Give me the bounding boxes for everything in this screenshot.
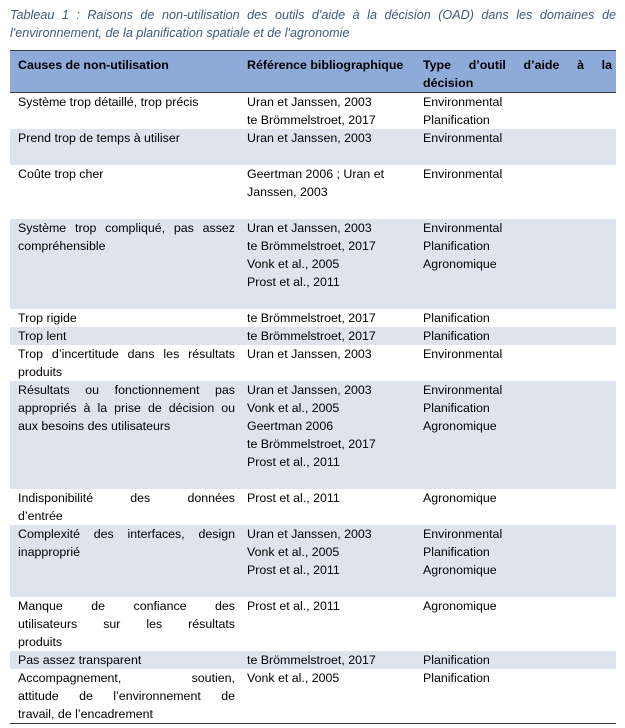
type-cell bbox=[415, 651, 616, 669]
reference-cell-line: Vonk et al., 2005 bbox=[247, 545, 340, 559]
type-cell-line: Environmental bbox=[423, 347, 503, 361]
table-row bbox=[10, 93, 616, 130]
reference-cell-line: Prost et al., 2011 bbox=[247, 491, 340, 505]
table-header bbox=[10, 51, 616, 93]
type-cell-line: Planification bbox=[423, 239, 490, 253]
type-cell bbox=[415, 327, 616, 345]
type-cell bbox=[415, 525, 616, 597]
cause-cell-line: Système trop détaillé, trop précis bbox=[18, 95, 199, 109]
table-body bbox=[10, 93, 616, 724]
table-row bbox=[10, 525, 616, 597]
reference-cell-line: Prost et al., 2011 bbox=[247, 599, 340, 613]
cause-cell bbox=[10, 327, 239, 345]
reference-cell bbox=[239, 93, 415, 130]
type-cell-line: Planification bbox=[423, 671, 490, 685]
cause-cell-line: produits bbox=[18, 365, 63, 379]
type-cell-line: Agronomique bbox=[423, 419, 497, 433]
reference-cell-line: Prost et al., 2011 bbox=[247, 275, 340, 289]
cause-cell bbox=[10, 489, 239, 525]
type-cell-line: Environmental bbox=[423, 527, 503, 541]
type-cell-line: Planification bbox=[423, 329, 490, 343]
type-cell-line: Agronomique bbox=[423, 491, 497, 505]
reference-cell-line: Geertman 2006 ; Uran et bbox=[247, 167, 385, 181]
cause-cell-line: attitude de l’environnement de bbox=[18, 689, 235, 703]
type-cell bbox=[415, 129, 616, 165]
reference-cell bbox=[239, 129, 415, 165]
type-cell bbox=[415, 597, 616, 651]
table-row bbox=[10, 597, 616, 651]
type-cell-line: Agronomique bbox=[423, 599, 497, 613]
type-cell bbox=[415, 165, 616, 219]
header-causes: Causes de non-utilisation bbox=[18, 58, 169, 72]
type-cell-line: Environmental bbox=[423, 221, 503, 235]
reference-cell-line: te Brömmelstroet, 2017 bbox=[247, 653, 376, 667]
header-type-line-1: Type d’outil d’aide à la bbox=[423, 58, 612, 72]
cause-cell bbox=[10, 309, 239, 327]
reference-cell-line: Vonk et al., 2005 bbox=[247, 671, 340, 685]
type-cell-line: Planification bbox=[423, 545, 490, 559]
reference-cell-line: Prost et al., 2011 bbox=[247, 455, 340, 469]
cause-cell-line: travail, de l’encadrement bbox=[18, 707, 153, 721]
cause-cell bbox=[10, 165, 239, 219]
reference-cell-line: Uran et Janssen, 2003 bbox=[247, 527, 372, 541]
cause-cell bbox=[10, 345, 239, 381]
table-caption bbox=[10, 6, 616, 42]
reference-cell bbox=[239, 651, 415, 669]
cause-cell-line: Trop lent bbox=[18, 329, 67, 343]
table-row bbox=[10, 489, 616, 525]
reference-cell-line: Uran et Janssen, 2003 bbox=[247, 221, 372, 235]
cause-cell-line: utilisateurs sur les résultats bbox=[18, 617, 235, 631]
type-cell-line: Environmental bbox=[423, 383, 503, 397]
reference-cell bbox=[239, 489, 415, 525]
type-cell bbox=[415, 345, 616, 381]
cause-cell-line: d’entrée bbox=[18, 509, 63, 523]
table-row bbox=[10, 669, 616, 724]
cause-cell-line: Complexité des interfaces, design bbox=[18, 527, 235, 541]
header-type-line-2: décision bbox=[423, 76, 474, 90]
cause-cell-line: produits bbox=[18, 635, 63, 649]
reference-cell bbox=[239, 669, 415, 724]
cause-cell-line: Pas assez transparent bbox=[18, 653, 142, 667]
reference-cell bbox=[239, 165, 415, 219]
cause-cell bbox=[10, 525, 239, 597]
type-cell-line: Planification bbox=[423, 401, 490, 415]
cause-cell-line: Résultats ou fonctionnement pas bbox=[18, 383, 235, 397]
reference-cell bbox=[239, 327, 415, 345]
type-cell-line: Planification bbox=[423, 653, 490, 667]
type-cell-line: Planification bbox=[423, 311, 490, 325]
cause-cell-line: inapproprié bbox=[18, 545, 80, 559]
reference-cell-line: Uran et Janssen, 2003 bbox=[247, 131, 372, 145]
reference-cell-line: Janssen, 2003 bbox=[247, 185, 328, 199]
oad-table bbox=[10, 50, 616, 724]
table-row bbox=[10, 345, 616, 381]
cause-cell-line: Coûte trop cher bbox=[18, 167, 104, 181]
type-cell-line: Environmental bbox=[423, 131, 503, 145]
cause-cell bbox=[10, 219, 239, 309]
type-cell bbox=[415, 381, 616, 489]
reference-cell-line: te Brömmelstroet, 2017 bbox=[247, 239, 376, 253]
reference-cell-line: Uran et Janssen, 2003 bbox=[247, 347, 372, 361]
cause-cell bbox=[10, 93, 239, 130]
cause-cell-line: compréhensible bbox=[18, 239, 106, 253]
cause-cell bbox=[10, 669, 239, 724]
table-row bbox=[10, 651, 616, 669]
reference-cell-line: Uran et Janssen, 2003 bbox=[247, 383, 372, 397]
table-row bbox=[10, 219, 616, 309]
reference-cell-line: Prost et al., 2011 bbox=[247, 563, 340, 577]
reference-cell bbox=[239, 381, 415, 489]
table-row bbox=[10, 165, 616, 219]
table-row bbox=[10, 129, 616, 165]
reference-cell-line: Vonk et al., 2005 bbox=[247, 257, 340, 271]
type-cell bbox=[415, 219, 616, 309]
cause-cell-line: Indisponibilité des données bbox=[18, 491, 235, 505]
header-row bbox=[10, 51, 616, 93]
cause-cell-line: appropriés à la prise de décision ou bbox=[18, 401, 235, 415]
table-row bbox=[10, 381, 616, 489]
cause-cell-line: aux besoins des utilisateurs bbox=[18, 419, 171, 433]
cause-cell-line: Système trop compliqué, pas assez bbox=[18, 221, 235, 235]
caption-line-1: Tableau 1 : Raisons de non-utilisation des outils d'aide à la décision (OAD) dans les domaines de bbox=[10, 8, 616, 22]
header-type bbox=[415, 51, 616, 93]
type-cell-line: Environmental bbox=[423, 167, 503, 181]
table-row bbox=[10, 327, 616, 345]
header-reference: Référence bibliographique bbox=[247, 58, 404, 72]
reference-cell bbox=[239, 345, 415, 381]
type-cell-line: Planification bbox=[423, 113, 490, 127]
cause-cell-line: Prend trop de temps à utiliser bbox=[18, 131, 180, 145]
reference-cell bbox=[239, 219, 415, 309]
reference-cell-line: Geertman 2006 bbox=[247, 419, 334, 433]
cause-cell-line: Trop d’incertitude dans les résultats bbox=[18, 347, 235, 361]
type-cell bbox=[415, 93, 616, 130]
reference-cell-line: Uran et Janssen, 2003 bbox=[247, 95, 372, 109]
reference-cell bbox=[239, 309, 415, 327]
cause-cell-line: Trop rigide bbox=[18, 311, 77, 325]
reference-cell-line: te Brömmelstroet, 2017 bbox=[247, 311, 376, 325]
type-cell-line: Agronomique bbox=[423, 563, 497, 577]
reference-cell-line: Vonk et al., 2005 bbox=[247, 401, 340, 415]
cause-cell-line: Manque de confiance des bbox=[18, 599, 235, 613]
type-cell bbox=[415, 489, 616, 525]
reference-cell bbox=[239, 525, 415, 597]
reference-cell-line: te Brömmelstroet, 2017 bbox=[247, 113, 376, 127]
type-cell bbox=[415, 669, 616, 724]
cause-cell bbox=[10, 129, 239, 165]
type-cell-line: Environmental bbox=[423, 95, 503, 109]
type-cell-line: Agronomique bbox=[423, 257, 497, 271]
table-row bbox=[10, 309, 616, 327]
cause-cell bbox=[10, 651, 239, 669]
reference-cell-line: te Brömmelstroet, 2017 bbox=[247, 437, 376, 451]
cause-cell bbox=[10, 381, 239, 489]
reference-cell-line: te Brömmelstroet, 2017 bbox=[247, 329, 376, 343]
type-cell bbox=[415, 309, 616, 327]
caption-line-2: l'environnement, de la planification spatiale et de l'agronomie bbox=[10, 26, 350, 40]
reference-cell bbox=[239, 597, 415, 651]
cause-cell bbox=[10, 597, 239, 651]
cause-cell-line: Accompagnement, soutien, bbox=[18, 671, 235, 685]
